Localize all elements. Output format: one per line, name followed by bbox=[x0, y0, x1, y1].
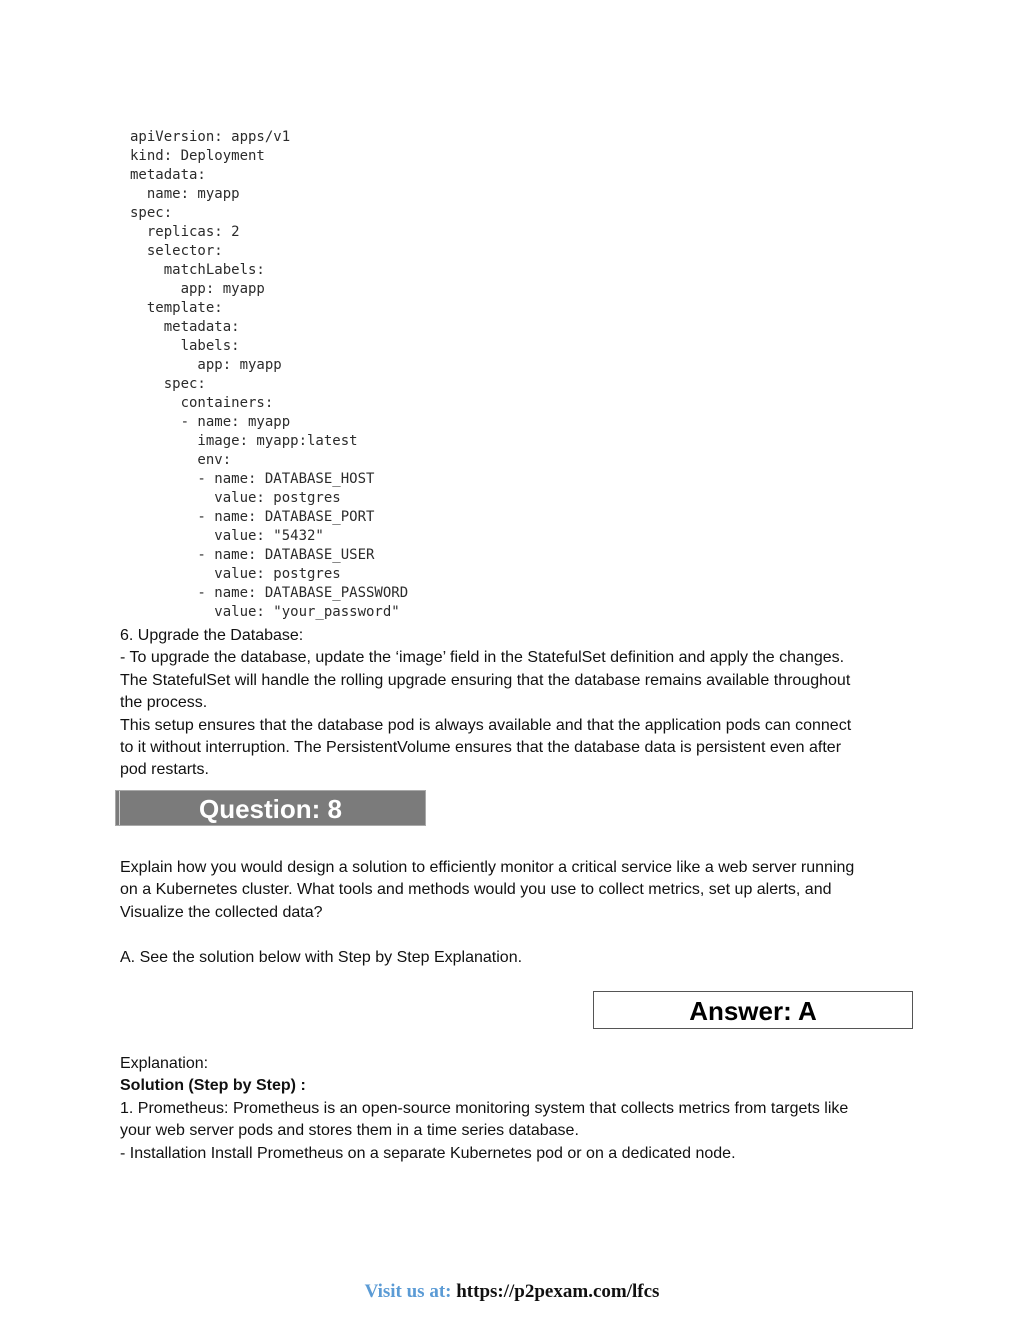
code-line: template: bbox=[130, 300, 223, 316]
option-a bbox=[120, 947, 910, 969]
code-line: name: myapp bbox=[130, 186, 240, 202]
step6-line: to it without interruption. The PersistentVolume ensures that the database data is persistent even after bbox=[120, 739, 842, 757]
code-line: kind: Deployment bbox=[130, 148, 265, 164]
code-line: - name: DATABASE_PASSWORD bbox=[130, 585, 409, 601]
code-line: value: postgres bbox=[130, 566, 341, 582]
solution-heading: Solution (Step by Step) : bbox=[120, 1077, 306, 1095]
step6-line: pod restarts. bbox=[120, 761, 209, 779]
code-line: metadata: bbox=[130, 167, 206, 183]
question-line: Visualize the collected data? bbox=[120, 903, 323, 921]
question-line: Explain how you would design a solution to efficiently monitor a critical service like a web server running bbox=[120, 859, 855, 876]
code-line: selector: bbox=[130, 243, 223, 259]
question-line: on a Kubernetes cluster. What tools and methods would you use to collect metrics, set up alerts, and bbox=[120, 881, 832, 899]
yaml-code-block bbox=[130, 128, 408, 622]
code-line: image: myapp:latest bbox=[130, 433, 358, 449]
code-line: metadata: bbox=[130, 319, 240, 335]
question-banner bbox=[115, 790, 426, 826]
step6-line: - To upgrade the database, update the ‘image’ field in the StatefulSet definition and apply the changes. bbox=[120, 649, 845, 667]
code-line: - name: DATABASE_HOST bbox=[130, 471, 375, 487]
page-footer bbox=[0, 1281, 1024, 1303]
step6-line: the process. bbox=[120, 694, 208, 712]
code-line: app: myapp bbox=[130, 281, 265, 297]
step6-heading: 6. Upgrade the Database: bbox=[120, 627, 304, 644]
answer-label: Answer: A bbox=[689, 996, 817, 1026]
answer-box bbox=[593, 991, 913, 1029]
code-line: replicas: 2 bbox=[130, 224, 240, 240]
explanation-section bbox=[120, 1053, 910, 1165]
code-line: - name: DATABASE_PORT bbox=[130, 509, 375, 525]
explanation-heading: Explanation: bbox=[120, 1055, 209, 1072]
step6-section bbox=[120, 625, 910, 782]
code-line: - name: myapp bbox=[130, 414, 291, 430]
explanation-line: 1. Prometheus: Prometheus is an open-source monitoring system that collects metrics from targets like bbox=[120, 1099, 849, 1117]
code-line: value: "5432" bbox=[130, 528, 324, 544]
footer-label: Visit us at: bbox=[364, 1281, 457, 1302]
code-line: matchLabels: bbox=[130, 262, 265, 278]
footer-link[interactable]: https://p2pexam.com/lfcs bbox=[456, 1281, 660, 1302]
explanation-line: - Installation Install Prometheus on a separate Kubernetes pod or on a dedicated node. bbox=[120, 1144, 736, 1162]
code-line: apiVersion: apps/v1 bbox=[130, 129, 291, 145]
code-line: value: postgres bbox=[130, 490, 341, 506]
question-title: Question: 8 bbox=[198, 794, 342, 824]
step6-line: The StatefulSet will handle the rolling upgrade ensuring that the database remains available throughout bbox=[120, 671, 851, 689]
code-line: - name: DATABASE_USER bbox=[130, 547, 375, 563]
code-line: env: bbox=[130, 452, 232, 468]
option-a-text: A. See the solution below with Step by Step Explanation. bbox=[120, 949, 523, 966]
explanation-line: your web server pods and stores them in a time series database. bbox=[120, 1122, 579, 1140]
code-line: value: "your_password" bbox=[130, 604, 400, 620]
code-line: spec: bbox=[130, 205, 173, 221]
code-line: app: myapp bbox=[130, 357, 282, 373]
step6-line: This setup ensures that the database pod is always available and that the application pods can connect bbox=[120, 716, 852, 734]
code-line: containers: bbox=[130, 395, 274, 411]
question-text bbox=[120, 857, 910, 924]
code-line: spec: bbox=[130, 376, 206, 392]
code-line: labels: bbox=[130, 338, 240, 354]
